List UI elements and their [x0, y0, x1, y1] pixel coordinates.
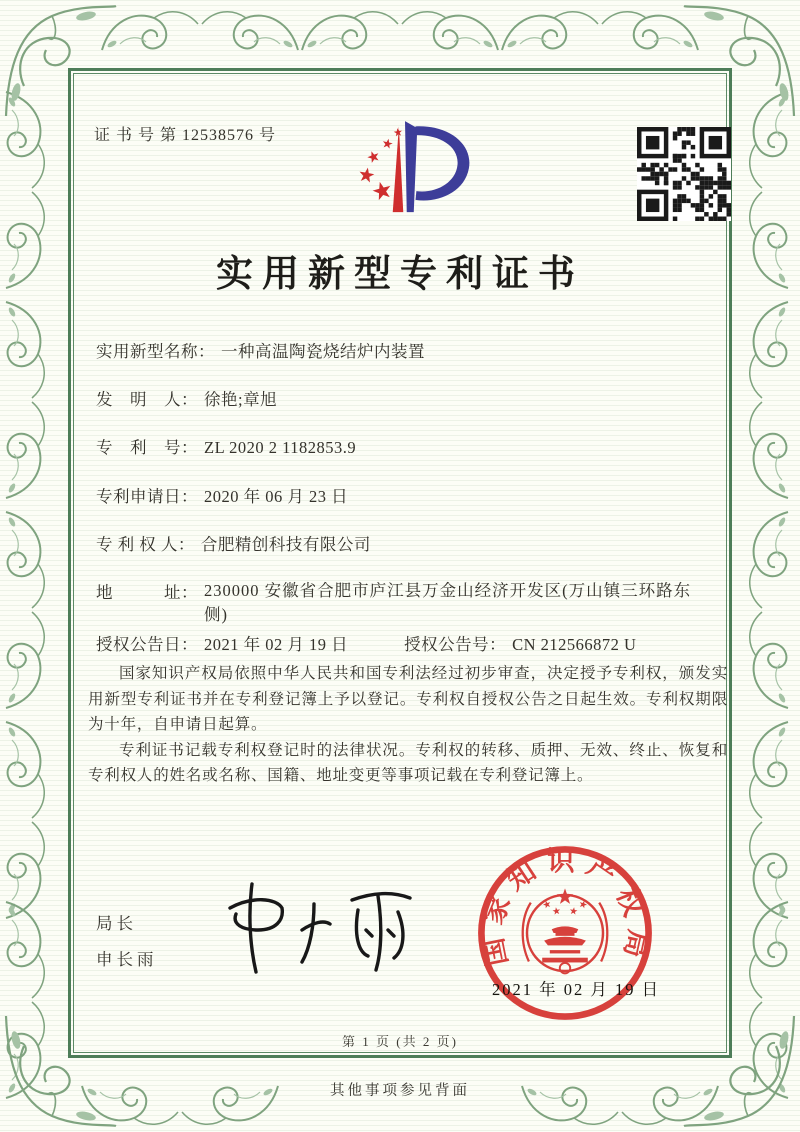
field-value: 2020 年 06 月 23 日 — [204, 487, 349, 506]
field-address — [96, 579, 722, 627]
field-value: 230000 安徽省合肥市庐江县万金山经济开发区(万山镇三环路东侧) — [204, 581, 692, 624]
director-name: 申长雨 — [96, 950, 158, 969]
field-label: 发 明 人： — [96, 390, 198, 409]
director-title: 局长 — [96, 914, 137, 933]
field-filing-date — [96, 483, 722, 507]
page-number: 第 1 页 (共 2 页) — [342, 1034, 458, 1049]
certificate-number: 证 书 号 第 12538576 号 — [94, 127, 277, 144]
director-signature — [218, 874, 428, 978]
field-patentee — [96, 531, 722, 555]
qr-code — [637, 127, 731, 221]
certificate-title: 实用新型专利证书 — [216, 254, 584, 295]
field-value: CN 212566872 U — [512, 635, 637, 654]
field-value: 2021 年 02 月 19 日 — [204, 635, 349, 654]
ornamental-border-left — [0, 0, 58, 1132]
ornamental-border-right — [742, 0, 800, 1132]
cnipa-logo — [342, 108, 482, 234]
seal-date: 2021 年 02 月 19 日 — [492, 980, 661, 999]
field-value: 合肥精创科技有限公司 — [200, 535, 371, 554]
seal-text: 国家知识产权局 — [475, 845, 655, 970]
field-inventor — [96, 386, 722, 410]
field-label: 授权公告日： — [96, 635, 198, 654]
field-label: 专 利 权 人： — [96, 535, 195, 554]
legal-paragraph-2: 专利证书记载专利权登记时的法律状况。专利权的转移、质押、无效、终止、恢复和专利权人的姓名或名称、国籍、地址变更等事项记载在专利登记簿上。 — [88, 741, 728, 785]
field-label: 专利申请日： — [96, 487, 198, 506]
field-grant-date-and-number — [96, 631, 722, 655]
field-value: 徐艳;章旭 — [204, 390, 278, 409]
field-label: 专 利 号： — [96, 438, 198, 457]
legal-paragraph-1: 国家知识产权局依照中华人民共和国专利法经过初步审查，决定授予专利权，颁发实用新型专利证书并在专利登记簿上予以登记。专利权自授权公告之日起生效。专利权期限为十年，自申请日起算。 — [88, 665, 728, 734]
field-value: ZL 2020 2 1182853.9 — [204, 438, 357, 457]
field-label: 地 址： — [96, 583, 198, 602]
field-label: 实用新型名称： — [96, 342, 215, 361]
back-side-note: 其他事项参见背面 — [330, 1083, 470, 1099]
field-value: 一种高温陶瓷烧结炉内装置 — [221, 342, 425, 361]
field-label: 授权公告号： — [404, 635, 507, 654]
field-utility-model-name — [96, 338, 722, 362]
legal-text — [88, 661, 728, 789]
field-patent-number — [96, 434, 722, 458]
national-emblem-icon — [523, 888, 608, 973]
